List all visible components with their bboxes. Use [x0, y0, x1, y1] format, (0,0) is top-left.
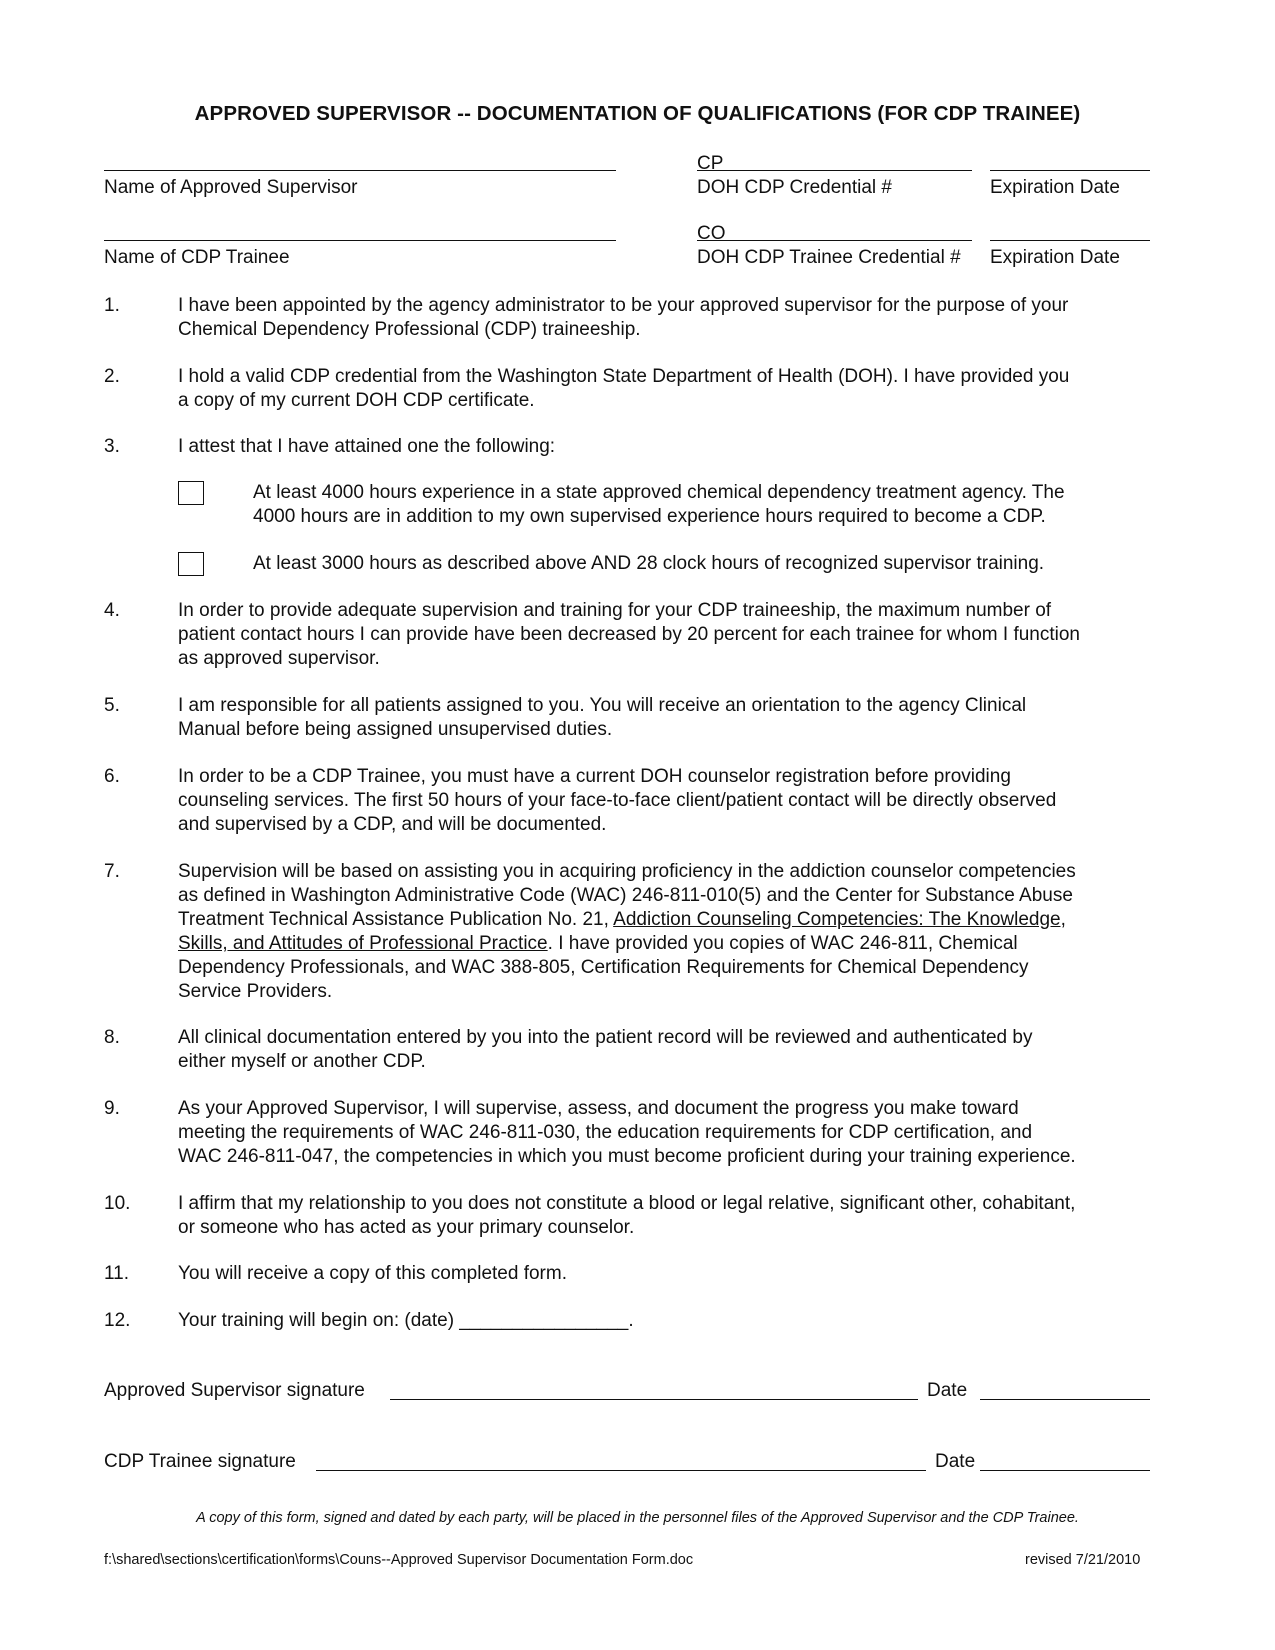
supervisor-credential-field[interactable] [697, 170, 972, 171]
item-text-line: All clinical documentation entered by you into the patient record will be reviewed and authenticated by [178, 1027, 1033, 1048]
supervisor-name-label: Name of Approved Supervisor [104, 177, 358, 198]
training-start-date-field[interactable]: Your training will begin on: (date) ________________. [178, 1310, 634, 1331]
item-text-line: patient contact hours I can provide have been decreased by 20 percent for each trainee for whom I function [178, 624, 1080, 645]
trainee-name-label: Name of CDP Trainee [104, 247, 290, 268]
item-text-line: Service Providers. [178, 981, 333, 1002]
option-3000-hours-checkbox[interactable] [178, 552, 204, 576]
supervisor-date-field[interactable] [980, 1399, 1150, 1400]
list-item [178, 294, 1168, 342]
option-4000-hours-text [253, 481, 1065, 529]
trainee-signature-label: CDP Trainee signature [104, 1451, 296, 1472]
item-text-line: I hold a valid CDP credential from the Washington State Department of Health (DOH). I have provided you [178, 366, 1070, 387]
item-text-line: I am responsible for all patients assigned to you. You will receive an orientation to the agency Clinical [178, 695, 1027, 716]
trainee-signature-field[interactable] [316, 1470, 926, 1471]
list-item [178, 1026, 1168, 1074]
list-item [178, 1262, 1168, 1286]
item-number: 10. [104, 1193, 131, 1214]
item-text-line [178, 908, 1168, 932]
trainee-credential-field[interactable] [697, 240, 972, 241]
footnote: A copy of this form, signed and dated by each party, will be placed in the personnel files of the Approved Supervisor and the CDP Trainee. [196, 1510, 1079, 1526]
trainee-credential-label: DOH CDP Trainee Credential # [697, 247, 961, 268]
supervisor-name-field[interactable] [104, 170, 616, 171]
item-text-line [178, 932, 1168, 956]
list-item [178, 1192, 1168, 1240]
item-number: 1. [104, 295, 120, 316]
item-text-line: or someone who has acted as your primary counselor. [178, 1217, 635, 1238]
trainee-name-field[interactable] [104, 240, 616, 241]
item-number: 2. [104, 366, 120, 387]
item-text-line: and supervised by a CDP, and will be documented. [178, 814, 607, 835]
item-number: 11. [104, 1263, 130, 1284]
option-text-line: At least 3000 hours as described above AND 28 clock hours of recognized supervisor training. [253, 553, 1045, 574]
item-text-line: as defined in Washington Administrative Code (WAC) 246-811-010(5) and the Center for Substance Abuse [178, 885, 1073, 906]
item-text-line: as approved supervisor. [178, 648, 380, 669]
list-item [178, 765, 1168, 837]
trainee-expiration-label: Expiration Date [990, 247, 1120, 268]
item-text-line: counseling services. The first 50 hours of your face-to-face client/patient contact will be directly observed [178, 790, 1057, 811]
item-text-line: a copy of my current DOH CDP certificate. [178, 390, 535, 411]
item-number: 12. [104, 1310, 131, 1331]
supervisor-signature-field[interactable] [390, 1399, 918, 1400]
item-text-segment: Treatment Technical Assistance Publication No. 21, [178, 909, 614, 930]
option-text-line: At least 4000 hours experience in a state approved chemical dependency treatment agency. The [253, 482, 1065, 503]
item-number: 8. [104, 1027, 120, 1048]
trainee-credential-prefix: CO [697, 223, 726, 244]
supervisor-date-label: Date [927, 1380, 968, 1401]
supervisor-expiration-label: Expiration Date [990, 177, 1120, 198]
item-text-line: Manual before being assigned unsupervised duties. [178, 719, 613, 740]
item-number: 7. [104, 861, 120, 882]
trainee-expiration-field[interactable] [990, 240, 1150, 241]
list-item [178, 365, 1168, 413]
trainee-date-label: Date [935, 1451, 976, 1472]
list-item [178, 435, 1168, 459]
item-text-line: I have been appointed by the agency administrator to be your approved supervisor for the purpose of your [178, 295, 1069, 316]
item-text-line: WAC 246-811-047, the competencies in which you must become proficient during your training experience. [178, 1146, 1076, 1167]
revision-date: revised 7/21/2010 [1025, 1552, 1141, 1568]
option-4000-hours-checkbox[interactable] [178, 481, 204, 505]
item-text-line: Chemical Dependency Professional (CDP) traineeship. [178, 319, 641, 340]
item-number: 4. [104, 600, 120, 621]
item-text-line: In order to provide adequate supervision and training for your CDP traineeship, the maximum number of [178, 600, 1052, 621]
supervisor-credential-label: DOH CDP Credential # [697, 177, 893, 198]
item-text-segment: . I have provided you copies of WAC 246-811, Chemical [547, 933, 1018, 954]
publication-title-underlined: Addiction Counseling Competencies: The Knowledge, [613, 909, 1066, 930]
option-text-line: 4000 hours are in addition to my own supervised experience hours required to become a CDP. [253, 506, 1046, 527]
item-number: 6. [104, 766, 120, 787]
item-text-line: Dependency Professionals, and WAC 388-805, Certification Requirements for Chemical Dependency [178, 957, 1029, 978]
list-item [178, 1097, 1168, 1169]
item-text-line: either myself or another CDP. [178, 1051, 426, 1072]
list-item [178, 860, 1168, 1004]
item-number: 3. [104, 436, 120, 457]
item-text-line: Supervision will be based on assisting you in acquiring proficiency in the addiction counselor competencies [178, 861, 1076, 882]
item-text-line: I affirm that my relationship to you does not constitute a blood or legal relative, significant other, cohabitant, [178, 1193, 1076, 1214]
list-item [178, 694, 1168, 742]
trainee-date-field[interactable] [980, 1470, 1150, 1471]
item-text-line: I attest that I have attained one the following: [178, 436, 556, 457]
supervisor-expiration-field[interactable] [990, 170, 1150, 171]
item-number: 5. [104, 695, 120, 716]
item-number: 9. [104, 1098, 120, 1119]
list-item [178, 1309, 1168, 1333]
option-3000-hours-text [253, 552, 1044, 576]
list-item [178, 599, 1168, 671]
item-text-line: As your Approved Supervisor, I will supervise, assess, and document the progress you make toward [178, 1098, 1019, 1119]
item-text-line: You will receive a copy of this completed form. [178, 1263, 567, 1284]
item-text-line: meeting the requirements of WAC 246-811-030, the education requirements for CDP certification, and [178, 1122, 1033, 1143]
page-title: APPROVED SUPERVISOR -- DOCUMENTATION OF QUALIFICATIONS (FOR CDP TRAINEE) [194, 102, 1081, 125]
item-text-line: In order to be a CDP Trainee, you must have a current DOH counselor registration before providing [178, 766, 1011, 787]
supervisor-signature-label: Approved Supervisor signature [104, 1380, 365, 1401]
publication-title-underlined: Skills, and Attitudes of Professional Practice [178, 933, 548, 954]
file-path: f:\shared\sections\certification\forms\Couns--Approved Supervisor Documentation Form.doc [104, 1552, 694, 1568]
supervisor-credential-prefix: CP [697, 153, 724, 174]
